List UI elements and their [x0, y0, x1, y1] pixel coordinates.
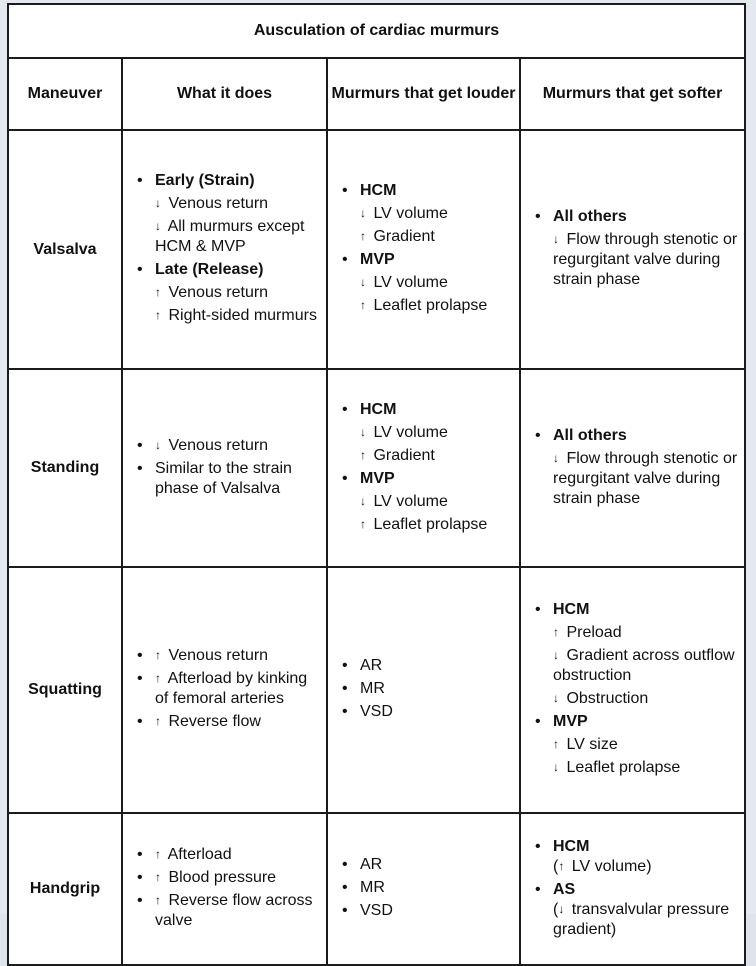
down-arrow-icon: ↓ [553, 232, 559, 246]
mvp-label: MVP [553, 713, 588, 730]
as-label: AS [553, 880, 576, 898]
handgrip-louder-cell [327, 813, 520, 965]
list-item [133, 868, 322, 888]
list-item [133, 646, 322, 666]
list-item: • AR [338, 855, 515, 875]
up-arrow-icon: ↑ [155, 285, 161, 299]
late-release-label: Late (Release) [155, 261, 264, 278]
maneuver-valsalva: Valsalva [8, 130, 122, 369]
text: Blood pressure [168, 869, 277, 886]
text: Reverse flow across valve [155, 892, 313, 929]
text: Afterload [167, 846, 232, 863]
up-arrow-icon: ↑ [360, 447, 366, 462]
list-item [133, 436, 322, 456]
list-item: • VSD [338, 901, 515, 921]
down-arrow-icon: ↓ [360, 493, 366, 508]
mvp-label: MVP [360, 251, 395, 268]
list-item [133, 891, 322, 931]
up-arrow-icon: ↑ [155, 308, 161, 322]
text: LV volume) [571, 857, 652, 875]
text: Venous return [168, 647, 269, 664]
valsalva-softer-cell [520, 130, 745, 369]
list-item [531, 426, 740, 509]
text: LV volume [373, 492, 448, 510]
standing-what-cell [122, 369, 327, 567]
table-row-handgrip [8, 813, 745, 965]
text: Venous return [168, 195, 269, 212]
text: Reverse flow [168, 713, 261, 730]
up-arrow-icon: ↑ [155, 870, 161, 884]
hcm-label: HCM [360, 400, 397, 418]
text: LV volume [373, 274, 448, 291]
maneuver-squatting: Squatting [8, 567, 122, 813]
mvp-label: MVP [360, 469, 395, 487]
up-arrow-icon: ↑ [553, 625, 559, 639]
header-what-it-does: What it does [122, 58, 327, 130]
list-item [133, 459, 322, 499]
text: Flow through stenotic or regurgitant valve during strain phase [553, 231, 738, 288]
header-softer: Murmurs that get softer [520, 58, 745, 130]
up-arrow-icon: ↑ [155, 847, 161, 861]
murmur-table [7, 3, 746, 966]
list-item [338, 400, 515, 466]
down-arrow-icon: ↓ [553, 691, 559, 705]
list-item: • HCM (↑ LV volume) [531, 837, 740, 877]
down-arrow-icon: ↓ [553, 760, 559, 774]
text: Right-sided murmurs [168, 307, 317, 324]
text: Leaflet prolapse [373, 515, 488, 533]
text: transvalvular pressure gradient) [553, 900, 730, 938]
list-item: • AR [338, 656, 515, 676]
header-louder: Murmurs that get louder [327, 58, 520, 130]
up-arrow-icon: ↑ [155, 893, 161, 907]
hcm-label: HCM [360, 182, 397, 199]
text: Venous return [168, 436, 269, 454]
text: Similar to the strain phase of Valsalva [155, 459, 292, 497]
text: Gradient [373, 228, 435, 245]
handgrip-softer-cell [520, 813, 745, 965]
valsalva-what-cell [122, 130, 327, 369]
standing-louder-cell [327, 369, 520, 567]
text: Preload [566, 624, 622, 641]
all-others-label: All others [553, 426, 627, 444]
squatting-louder-cell [327, 567, 520, 813]
down-arrow-icon: ↓ [553, 450, 559, 465]
text: Gradient across outflow obstruction [553, 647, 735, 684]
list-item: • MR [338, 679, 515, 699]
list-item [531, 207, 740, 290]
down-arrow-icon: ↓ [155, 219, 161, 233]
all-others-label: All others [553, 208, 627, 225]
up-arrow-icon: ↑ [360, 229, 366, 243]
header-maneuver: Maneuver [8, 58, 122, 130]
table-row-valsalva [8, 130, 745, 369]
down-arrow-icon: ↓ [155, 437, 161, 452]
list-item [338, 250, 515, 316]
down-arrow-icon: ↓ [553, 648, 559, 662]
squatting-what-cell [122, 567, 327, 813]
text: LV volume [373, 423, 448, 441]
list-item [133, 712, 322, 732]
list-item: • AS (↓ transvalvular pressure gradient) [531, 880, 740, 940]
up-arrow-icon: ↑ [155, 671, 161, 685]
squatting-softer-cell [520, 567, 745, 813]
down-arrow-icon: ↓ [155, 196, 161, 210]
standing-softer-cell [520, 369, 745, 567]
up-arrow-icon: ↑ [558, 858, 565, 873]
maneuver-standing: Standing [8, 369, 122, 567]
up-arrow-icon: ↑ [360, 516, 366, 531]
text: Flow through stenotic or regurgitant valve during strain phase [553, 449, 738, 507]
list-item: • VSD [338, 702, 515, 722]
down-arrow-icon: ↓ [360, 424, 366, 439]
up-arrow-icon: ↑ [155, 648, 161, 662]
maneuver-handgrip: Handgrip [8, 813, 122, 965]
down-arrow-icon: ↓ [558, 901, 565, 916]
valsalva-louder-cell [327, 130, 520, 369]
early-strain-label: Early (Strain) [155, 172, 255, 189]
list-item [133, 845, 322, 865]
list-item [338, 181, 515, 247]
list-item [338, 469, 515, 535]
text: LV size [566, 736, 618, 753]
up-arrow-icon: ↑ [360, 298, 366, 312]
text: Obstruction [566, 690, 649, 707]
list-item [133, 171, 322, 257]
table-row-standing [8, 369, 745, 567]
down-arrow-icon: ↓ [360, 275, 366, 289]
up-arrow-icon: ↑ [553, 737, 559, 751]
text: All murmurs except HCM & MVP [155, 218, 305, 255]
list-item [133, 669, 322, 709]
list-item: • MR [338, 878, 515, 898]
text: Leaflet prolapse [566, 759, 681, 776]
text: Leaflet prolapse [373, 297, 488, 314]
text: Afterload by kinking of femoral arteries [155, 670, 308, 707]
hcm-label: HCM [553, 601, 590, 618]
table-title: Ausculation of cardiac murmurs [8, 4, 745, 58]
handgrip-what-cell [122, 813, 327, 965]
text: Venous return [168, 284, 269, 301]
list-item [531, 712, 740, 778]
list-item [531, 600, 740, 709]
list-item [133, 260, 322, 326]
text: LV volume [373, 205, 448, 222]
up-arrow-icon: ↑ [155, 714, 161, 728]
text: Gradient [373, 446, 435, 464]
table-row-squatting [8, 567, 745, 813]
down-arrow-icon: ↓ [360, 206, 366, 220]
hcm-label: HCM [553, 837, 590, 855]
